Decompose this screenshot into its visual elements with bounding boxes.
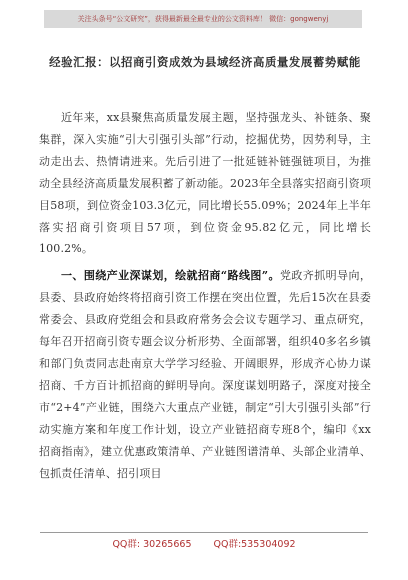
document-title: 经验汇报：以招商引资成效为县域经济高质量发展蓄势赋能: [49, 55, 361, 69]
header-banner: 关注头条号“公文研究”，获得最新最全最专业的公文资料库！ 微信：gongwenyj: [44, 10, 362, 28]
footer-divider: [40, 532, 368, 533]
footer-qq-group-2: QQ群:535304092: [213, 539, 296, 550]
intro-paragraph: 近年来，xx县聚焦高质量发展主题，坚持强龙头、补链条、聚集群，深入实施“引大引强引头部”行动，挖掘优势，因势利导，主动走出去、热情请进来。先后引进了一批延链补链强链项目，为推动全县经济高质量发展积蓄了新动能。2023年全县落实招商引资项目58项，到位资金103.3亿元，同比增长55.09%；2024年上半年落实招商引资项目57项，到位资金95.82亿元，同比增长100.2%。: [39, 111, 371, 256]
footer: [40, 536, 368, 550]
document-body: [39, 107, 371, 484]
section-one-paragraph: [39, 265, 371, 484]
section-one-text: 党政齐抓明导向，县委、县政府始终将招商引资工作摆在突出位置，先后15次在县委常委会、县政府党组会和县政府常务会会议专题学习、重点研究，每年召开招商引资专题会议分析形势、全面部署，组织40多名乡镇和部门负责同志赴南京大学学习经验、开阔眼界，形成齐心协力谋招商、千方百计抓招商的鲜明导向。深度谋划明路子，深度对接全市“2+4”产业链，围绕六大重点产业链，制定“引大引强引头部”行动实施方案和年度工作计划，设立产业链招商专班8个，编印《xx招商指南》，建立优惠政策清单、产业链图谱清单、头部企业清单、包抓责任清单、招引项目: [39, 269, 372, 480]
footer-qq-group-1: QQ群: 30265665: [112, 539, 192, 550]
section-one-heading: 一、围绕产业深谋划，绘就招商“路线图”。: [61, 269, 280, 283]
